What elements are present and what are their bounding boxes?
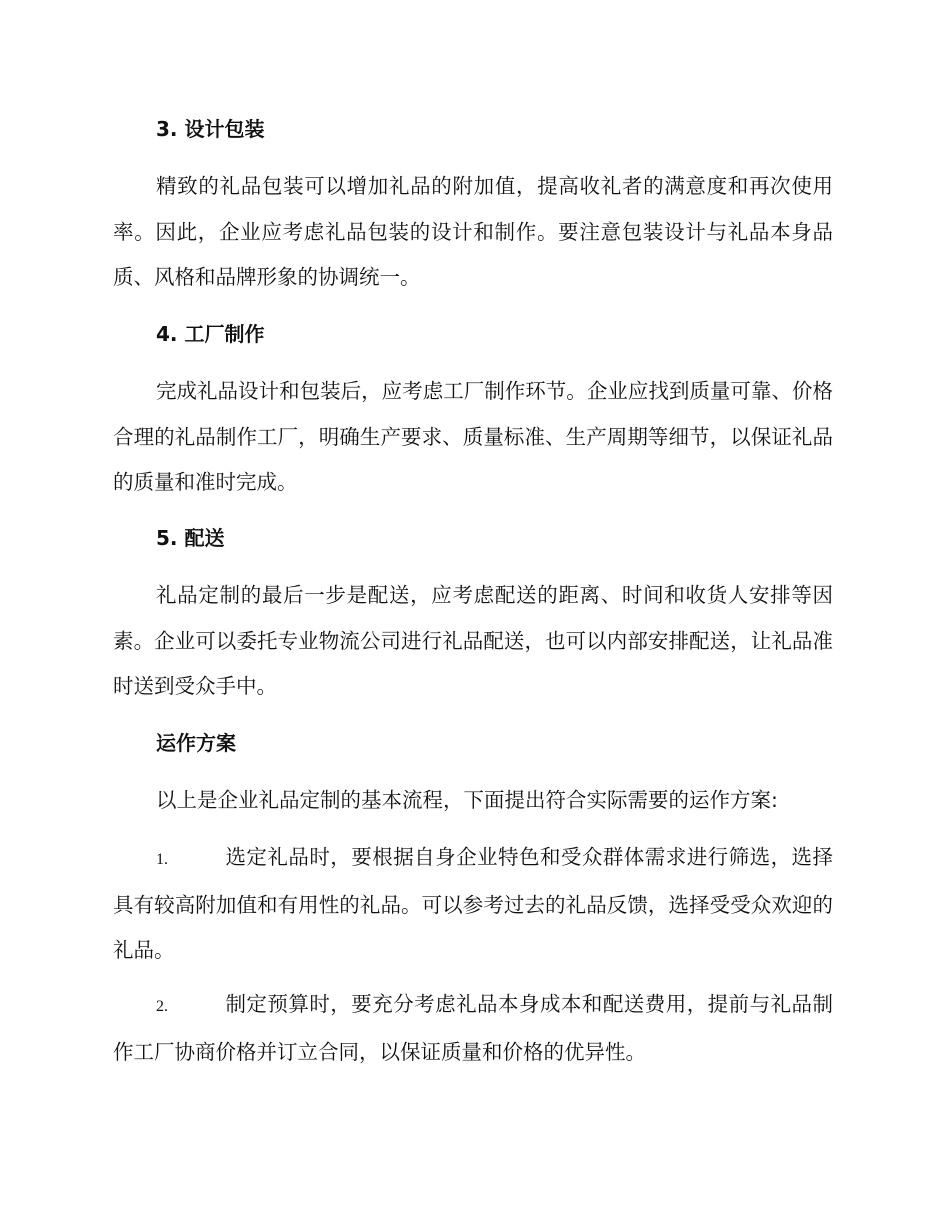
list-item-text: 选定礼品时，要根据自身企业特色和受众群体需求进行筛选，选择具有较高附加值和有用性的礼品。可以参考过去的礼品反馈，选择受受众欢迎的礼品。: [113, 845, 833, 962]
section-text-factory-production: 完成礼品设计和包装后，应考虑工厂制作环节。企业应找到质量可靠、价格合理的礼品制作工厂，明确生产要求、质量标准、生产周期等细节，以保证礼品的质量和准时完成。: [113, 379, 833, 494]
plan-list-item: [113, 835, 833, 974]
section-text-design-packaging: 精致的礼品包装可以增加礼品的附加值，提高收礼者的满意度和再次使用率。因此，企业应考虑礼品包装的设计和制作。要注意包装设计与礼品本身品质、风格和品牌形象的协调统一。: [113, 174, 833, 289]
section-heading-factory-production: 4. 工厂制作: [156, 322, 265, 346]
plan-intro: 以上是企业礼品定制的基本流程，下面提出符合实际需要的运作方案:: [156, 788, 778, 812]
section-text-delivery: 礼品定制的最后一步是配送，应考虑配送的距离、时间和收货人安排等因素。企业可以委托专业物流公司进行礼品配送，也可以内部安排配送，让礼品准时送到受众手中。: [113, 583, 833, 698]
plan-list-item: [113, 982, 833, 1075]
list-item-number: 2.: [156, 998, 168, 1015]
plan-heading: 运作方案: [156, 731, 236, 755]
list-item-number: 1.: [156, 851, 168, 868]
section-heading-delivery: 5. 配送: [156, 526, 225, 550]
section-heading-design-packaging: 3. 设计包装: [156, 117, 265, 141]
list-item-text: 制定预算时，要充分考虑礼品本身成本和配送费用，提前与礼品制作工厂协商价格并订立合同，以保证质量和价格的优异性。: [113, 992, 833, 1064]
